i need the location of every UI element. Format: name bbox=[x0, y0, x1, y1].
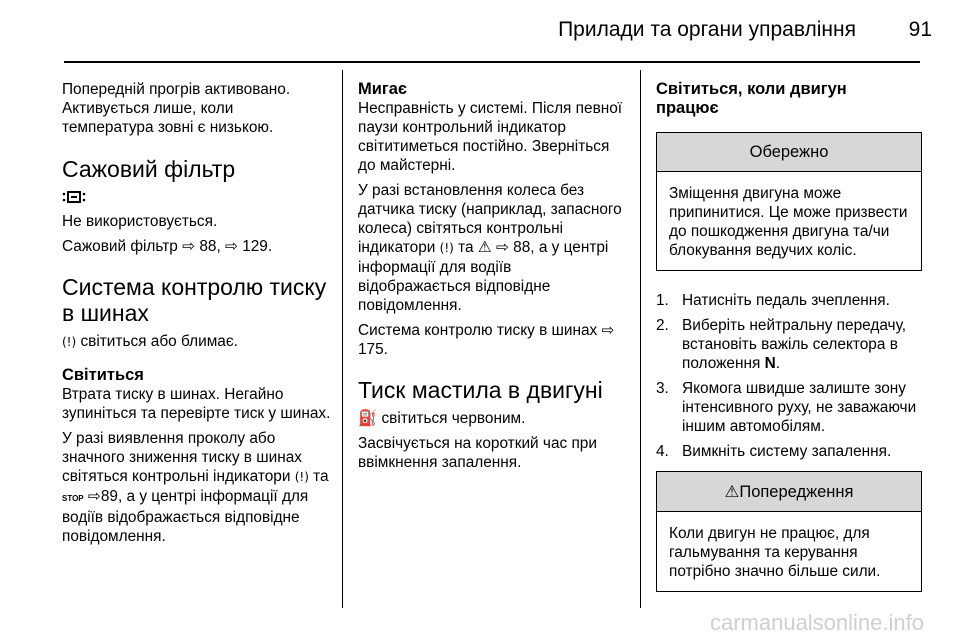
warning-text: Коли двигун не працює, для гальмування та керування потрібно значно більше сили. bbox=[669, 525, 881, 580]
reference-arrow-icon: ⇨ bbox=[87, 487, 101, 505]
step-number: 3. bbox=[656, 380, 669, 397]
conjunction: та bbox=[313, 468, 329, 485]
blinks-text: Несправність у системі. Після певної паузи контрольний індикатор світитиметься постійно. Зверніться до майстерні. bbox=[358, 100, 623, 174]
reference-arrow-icon: ⇨ bbox=[601, 321, 615, 339]
reference-arrow-icon: ⇨ bbox=[182, 237, 196, 255]
oil-pressure-heading: Тиск мастила в двигуні bbox=[358, 377, 603, 403]
tpms-status bbox=[62, 332, 332, 352]
soot-filter-icon-svg bbox=[62, 188, 86, 206]
list-item bbox=[656, 379, 922, 436]
step-number: 2. bbox=[656, 317, 669, 334]
tpms-lit-text: Втрата тиску в шинах. Негайно зупиніться та перевірте тиск у шинах. bbox=[62, 386, 331, 422]
step-text: Вимкніть систему запалення. bbox=[682, 443, 892, 460]
tpms-status-text: світиться або блимає. bbox=[80, 333, 238, 350]
page-header-title: Прилади та органи управління bbox=[558, 18, 856, 41]
caution-box bbox=[656, 132, 922, 271]
blinks-heading: Мигає bbox=[358, 80, 408, 98]
caution-title: Обережно bbox=[657, 133, 921, 172]
reference-arrow-icon: ⇨ bbox=[495, 238, 509, 256]
soot-filter-ref-text: Сажовий фільтр bbox=[62, 238, 178, 255]
column-2 bbox=[358, 80, 624, 472]
blinks-text-3a: Система контролю тиску в шинах bbox=[358, 322, 598, 339]
soot-filter-heading: Сажовий фільтр bbox=[62, 156, 236, 182]
oil-pressure-status bbox=[358, 409, 624, 428]
list-item bbox=[656, 291, 922, 310]
step-tail: . bbox=[775, 355, 780, 372]
blinks-text-2 bbox=[358, 181, 624, 315]
soot-filter-not-used: Не використовується. bbox=[62, 213, 218, 230]
column-divider-left bbox=[342, 70, 343, 608]
conjunction: та bbox=[458, 239, 474, 256]
intro-paragraph: Попередній прогрів активовано. Активується лише, коли температура зовні є низькою. bbox=[62, 81, 291, 136]
warning-box bbox=[656, 471, 922, 592]
tpms-lit-heading: Світиться bbox=[62, 366, 144, 384]
step-text: Виберіть нейтральну передачу, встановіть важіль селектора в положення bbox=[682, 317, 907, 372]
warning-triangle-icon: ⚠ bbox=[724, 482, 740, 501]
step-number: 1. bbox=[656, 292, 669, 309]
blinks-text-3 bbox=[358, 321, 624, 359]
reference-arrow-icon: ⇨ bbox=[225, 237, 238, 255]
step-text: Якомога швидше залиште зону інтенсивного руху, не заважаючи іншим автомобілям. bbox=[682, 380, 917, 435]
wrench-warning-icon: ⚠ bbox=[477, 238, 492, 256]
list-item bbox=[656, 316, 922, 373]
tpms-lit-text-2a: У разі виявлення проколу або значного зниження тиску в шинах світяться контрольні індикатори bbox=[62, 430, 302, 485]
page-ref-link[interactable]: 88 bbox=[513, 239, 531, 256]
column-1 bbox=[62, 80, 332, 546]
soot-filter-icon bbox=[62, 188, 332, 208]
page-ref-link[interactable]: 175. bbox=[358, 341, 388, 358]
page-ref-link[interactable]: 129. bbox=[242, 238, 273, 255]
steps-list bbox=[656, 291, 922, 461]
step-text: Натисніть педаль зчеплення. bbox=[682, 292, 890, 309]
oil-can-icon: ⛽ bbox=[358, 409, 378, 427]
tpms-heading: Система контролю тиску в шинах bbox=[62, 274, 327, 326]
engine-running-heading: Світиться, коли двигун працює bbox=[656, 80, 847, 117]
blinks-text-2b: , а у центрі інформації для водіїв відображається відповідне повідомлення. bbox=[358, 239, 609, 314]
tpms-lit-text-2 bbox=[62, 429, 332, 546]
column-3 bbox=[656, 80, 922, 592]
list-item bbox=[656, 442, 922, 461]
tire-pressure-icon: (!) bbox=[62, 335, 77, 349]
stop-icon: STOP bbox=[62, 494, 84, 503]
blinks-text-2a: У разі встановлення колеса без датчика тиску (наприклад, запасного колеса) світяться контрольні індикатори bbox=[358, 182, 622, 256]
warning-header bbox=[657, 472, 921, 512]
tpms-lit-text-2b: , а у центрі інформації для водіїв відображається відповідне повідомлення. bbox=[62, 488, 309, 545]
page-ref-link[interactable]: 88 bbox=[199, 238, 217, 255]
oil-pressure-status-text: світиться червоним. bbox=[381, 410, 526, 427]
page-number: 91 bbox=[908, 18, 932, 41]
header-rule bbox=[64, 61, 920, 63]
column-divider-right bbox=[640, 70, 641, 608]
page-ref-link[interactable]: 89 bbox=[100, 488, 118, 505]
tire-pressure-icon: (!) bbox=[294, 470, 309, 484]
soot-filter-reference bbox=[62, 237, 332, 256]
ref-separator: , bbox=[216, 238, 221, 255]
caution-text: Зміщення двигуна може припинитися. Це може призвести до пошкодження двигуна та/чи блокування ведучих коліс. bbox=[669, 185, 908, 259]
gear-position-label: N bbox=[764, 355, 776, 372]
step-number: 4. bbox=[656, 443, 669, 460]
warning-title: Попередження bbox=[739, 483, 854, 501]
watermark: carmanualsonline.info bbox=[709, 610, 924, 635]
oil-pressure-text: Засвічується на короткий час при ввімкнення запалення. bbox=[358, 435, 597, 471]
tire-pressure-icon: (!) bbox=[439, 241, 454, 255]
